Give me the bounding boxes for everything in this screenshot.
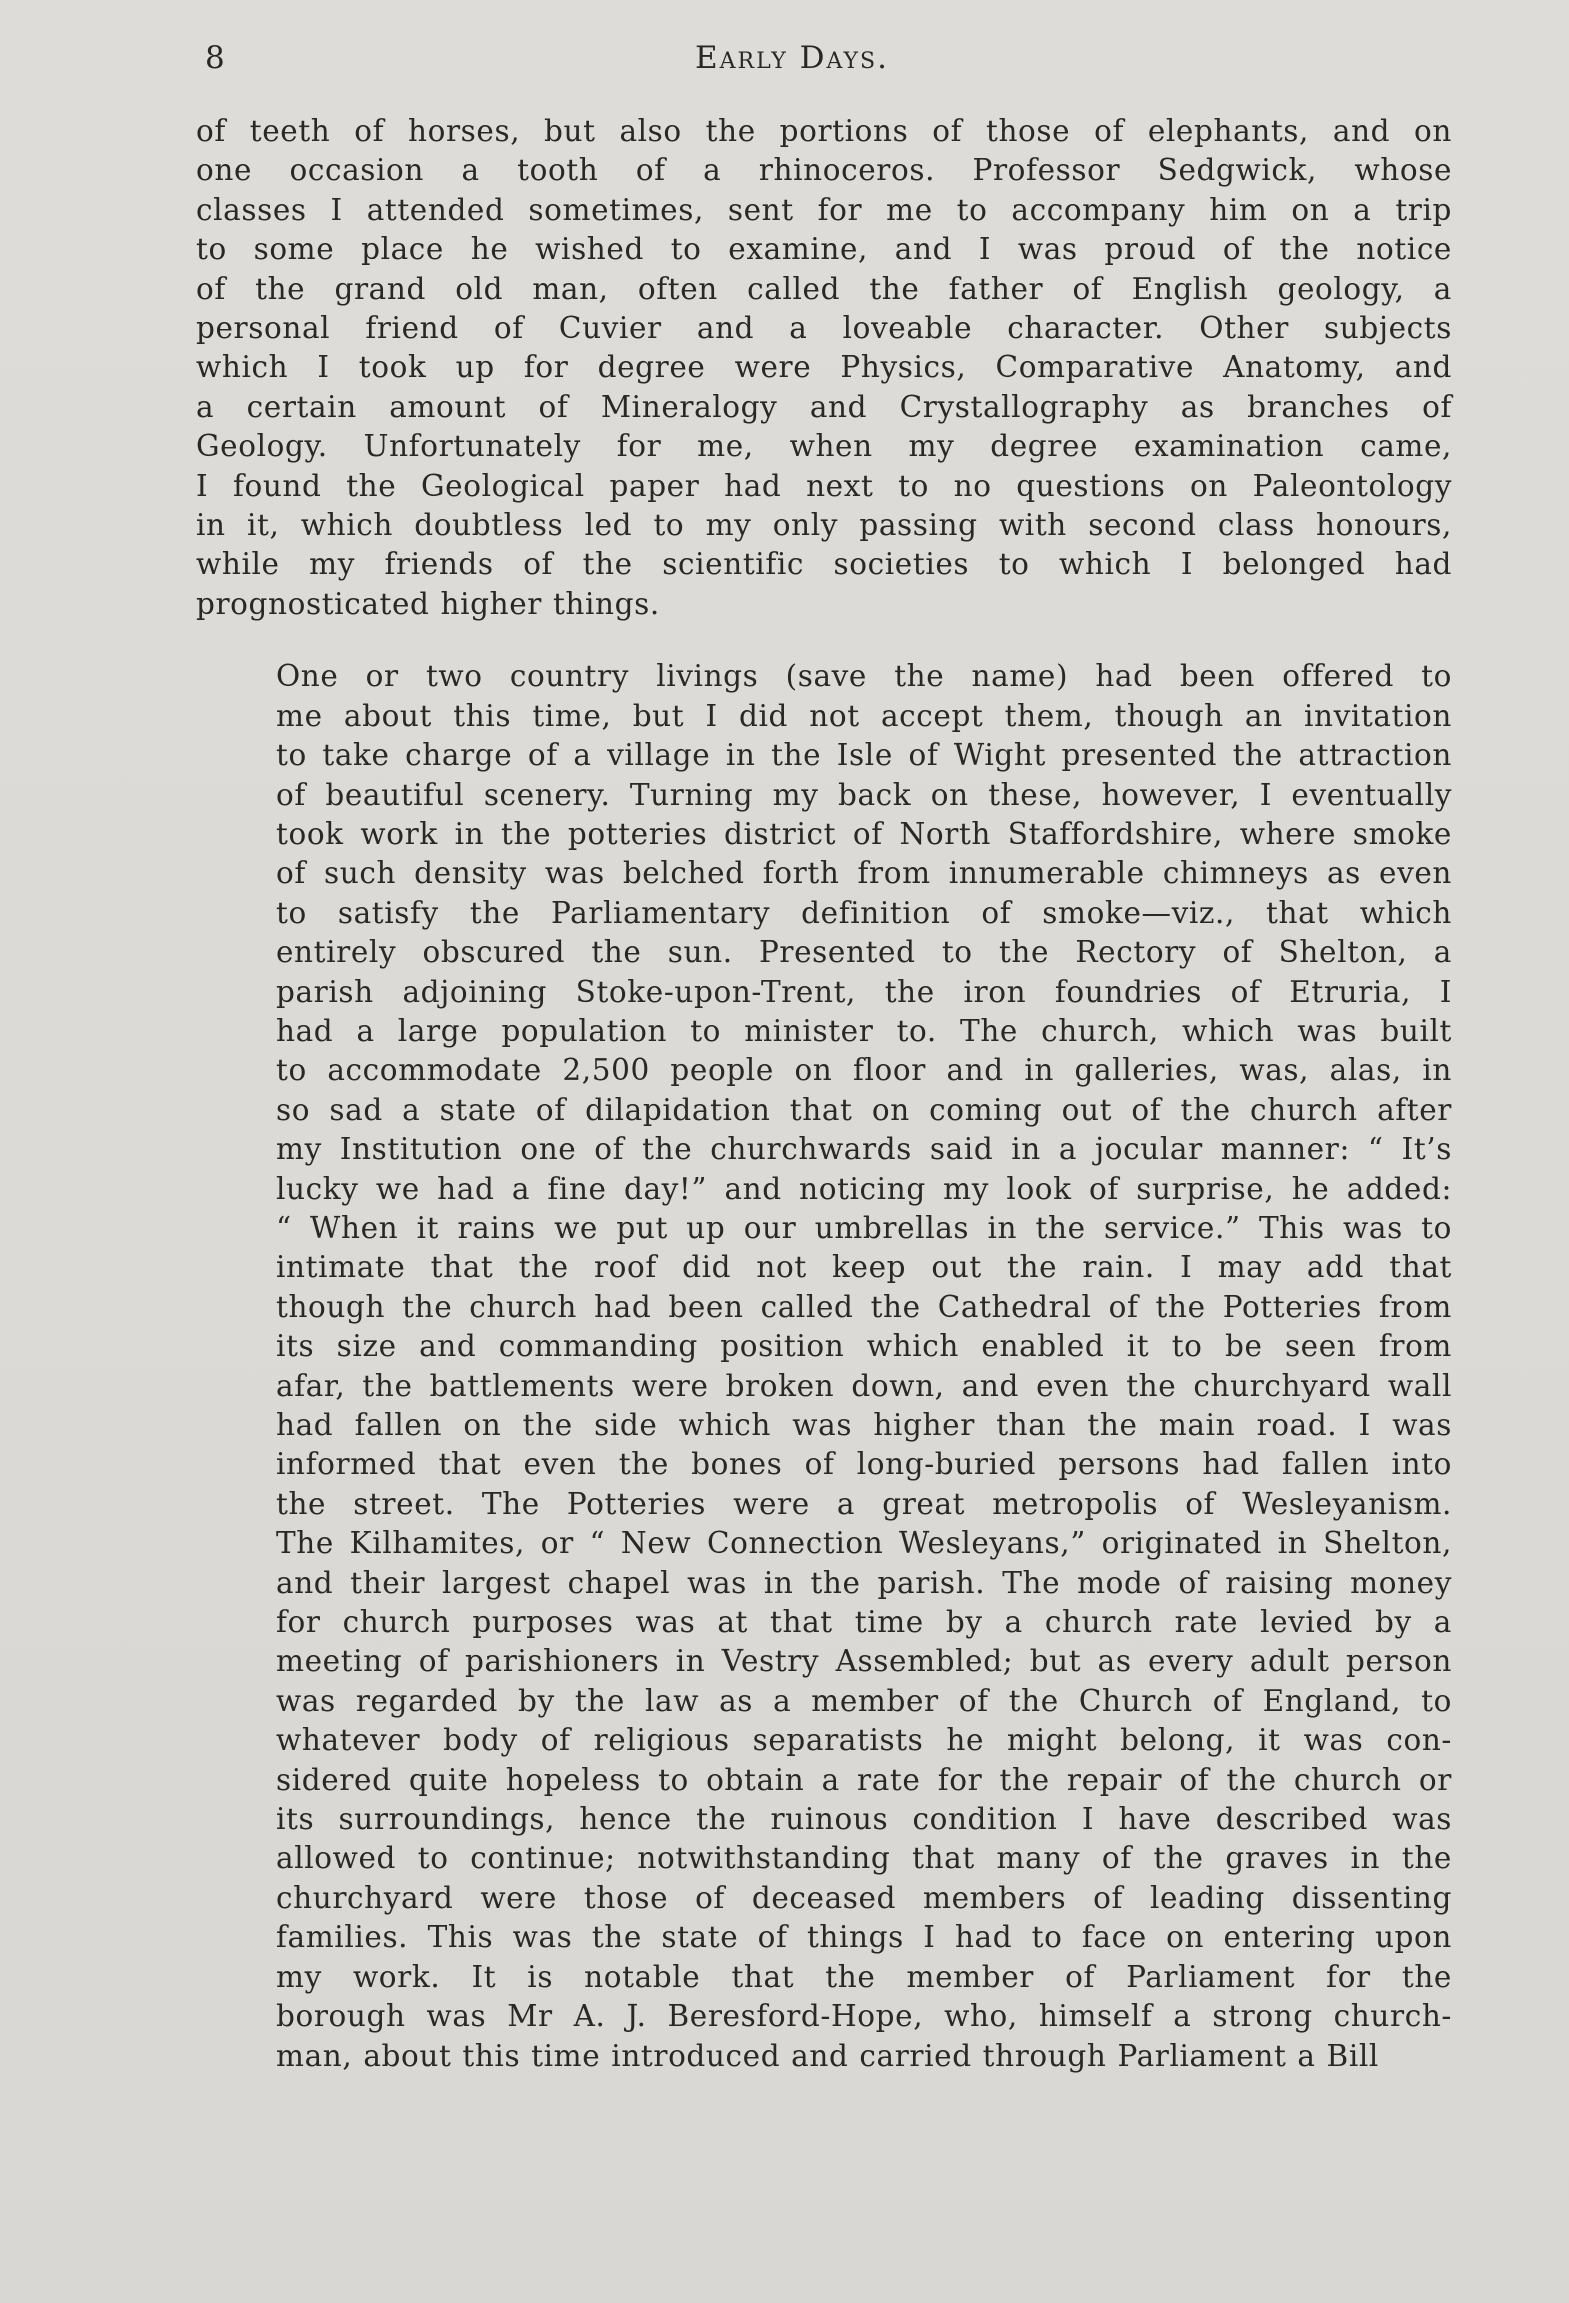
text-line: for church purposes was at that time by a church rate levied by a bbox=[276, 1605, 1452, 1640]
text-line: intimate that the roof did not keep out the rain. I may add that bbox=[276, 1250, 1452, 1285]
text-line: One or two country livings (save the name) had been offered to bbox=[276, 659, 1452, 694]
text-line: one occasion a tooth of a rhinoceros. Professor Sedgwick, whose bbox=[196, 153, 1452, 188]
text-line: took work in the potteries district of North Staffordshire, where smoke bbox=[276, 816, 1452, 851]
text-line: had fallen on the side which was higher than the main road. I was bbox=[276, 1408, 1452, 1442]
body-text bbox=[196, 112, 1452, 2076]
text-line: was regarded by the law as a member of the Church of England, to bbox=[276, 1683, 1452, 1718]
text-line: families. This was the state of things I had to face on entering upon bbox=[276, 1920, 1452, 1955]
text-line: The Kilhamites, or “ New Connection Wesleyans,” originated in Shelton, bbox=[276, 1526, 1452, 1561]
text-line: entirely obscured the sun. Presented to the Rectory of Shelton, a bbox=[276, 935, 1452, 970]
text-line: allowed to continue; notwithstanding that many of the graves in the bbox=[276, 1841, 1452, 1876]
text-line: a certain amount of Mineralogy and Crystallography as branches of bbox=[196, 389, 1452, 424]
text-line: parish adjoining Stoke-upon-Trent, the iron foundries of Etruria, I bbox=[276, 974, 1452, 1009]
text-line: man, about this time introduced and carried through Parliament a Bill bbox=[276, 2038, 1379, 2073]
text-line: of such density was belched forth from innumerable chimneys as even bbox=[276, 856, 1452, 891]
text-line: my work. It is notable that the member of Parliament for the bbox=[276, 1959, 1452, 1994]
text-line: lucky we had a fine day!” and noticing my look of surprise, he added: bbox=[276, 1171, 1452, 1206]
text-line: borough was Mr A. J. Beresford-Hope, who, himself a strong church- bbox=[276, 1999, 1452, 2034]
text-line: to satisfy the Parliamentary definition of smoke—viz., that which bbox=[276, 895, 1452, 930]
text-line: personal friend of Cuvier and a loveable character. Other subjects bbox=[196, 311, 1452, 346]
text-line: prognosticated higher things. bbox=[196, 586, 660, 621]
text-line: had a large population to minister to. The church, which was built bbox=[276, 1013, 1452, 1048]
running-head bbox=[205, 38, 1469, 78]
text-line: the street. The Potteries were a great metropolis of Wesleyanism. bbox=[276, 1486, 1452, 1521]
text-line: its surroundings, hence the ruinous condition I have described was bbox=[276, 1802, 1452, 1837]
text-line: sidered quite hopeless to obtain a rate for the repair of the church or bbox=[276, 1762, 1452, 1797]
text-line: which I took up for degree were Physics, Comparative Anatomy, and bbox=[196, 350, 1452, 385]
text-line: and their largest chapel was in the parish. The mode of raising money bbox=[276, 1565, 1452, 1600]
text-line: “ When it rains we put up our umbrellas in the service.” This was to bbox=[276, 1210, 1452, 1245]
text-line: classes I attended sometimes, sent for me to accompany him on a trip bbox=[196, 192, 1452, 227]
text-line: its size and commanding position which enabled it to be seen from bbox=[276, 1329, 1452, 1364]
text-line: informed that even the bones of long-buried persons had fallen into bbox=[276, 1447, 1452, 1482]
text-line: meeting of parishioners in Vestry Assembled; but as every adult person bbox=[276, 1644, 1452, 1679]
text-line: I found the Geological paper had next to no questions on Paleontology bbox=[196, 468, 1452, 503]
text-line: whatever body of religious separatists he might belong, it was con- bbox=[276, 1723, 1452, 1758]
text-line: my Institution one of the churchwards said in a jocular manner: “ It’s bbox=[276, 1132, 1452, 1167]
text-line: of the grand old man, often called the father of English geology, a bbox=[196, 271, 1452, 306]
page-number: 8 bbox=[205, 40, 225, 76]
text-line: to accommodate 2,500 people on floor and in galleries, was, alas, in bbox=[276, 1053, 1452, 1088]
paragraph-1 bbox=[196, 112, 1452, 624]
text-line: churchyard were those of deceased members of leading dissenting bbox=[276, 1880, 1452, 1915]
text-line: though the church had been called the Cathedral of the Potteries from bbox=[276, 1289, 1452, 1324]
text-line: to some place he wished to examine, and I was proud of the notice bbox=[196, 232, 1452, 267]
text-line: of beautiful scenery. Turning my back on these, however, I eventually bbox=[276, 777, 1452, 812]
text-line: in it, which doubtless led to my only passing with second class honours, bbox=[196, 508, 1452, 543]
paragraph-2 bbox=[196, 657, 1452, 2076]
text-line: while my friends of the scientific societies to which I belonged had bbox=[196, 547, 1452, 582]
running-head-title: Early Days. bbox=[695, 40, 889, 76]
text-line: Geology. Unfortunately for me, when my degree examination came, bbox=[196, 429, 1452, 464]
text-line: of teeth of horses, but also the portions of those of elephants, and on bbox=[196, 114, 1452, 148]
text-line: afar, the battlements were broken down, and even the churchyard wall bbox=[276, 1368, 1452, 1403]
text-line: to take charge of a village in the Isle of Wight presented the attraction bbox=[276, 738, 1452, 773]
text-line: me about this time, but I did not accept them, though an invitation bbox=[276, 698, 1452, 733]
text-line: so sad a state of dilapidation that on coming out of the church after bbox=[276, 1092, 1452, 1127]
